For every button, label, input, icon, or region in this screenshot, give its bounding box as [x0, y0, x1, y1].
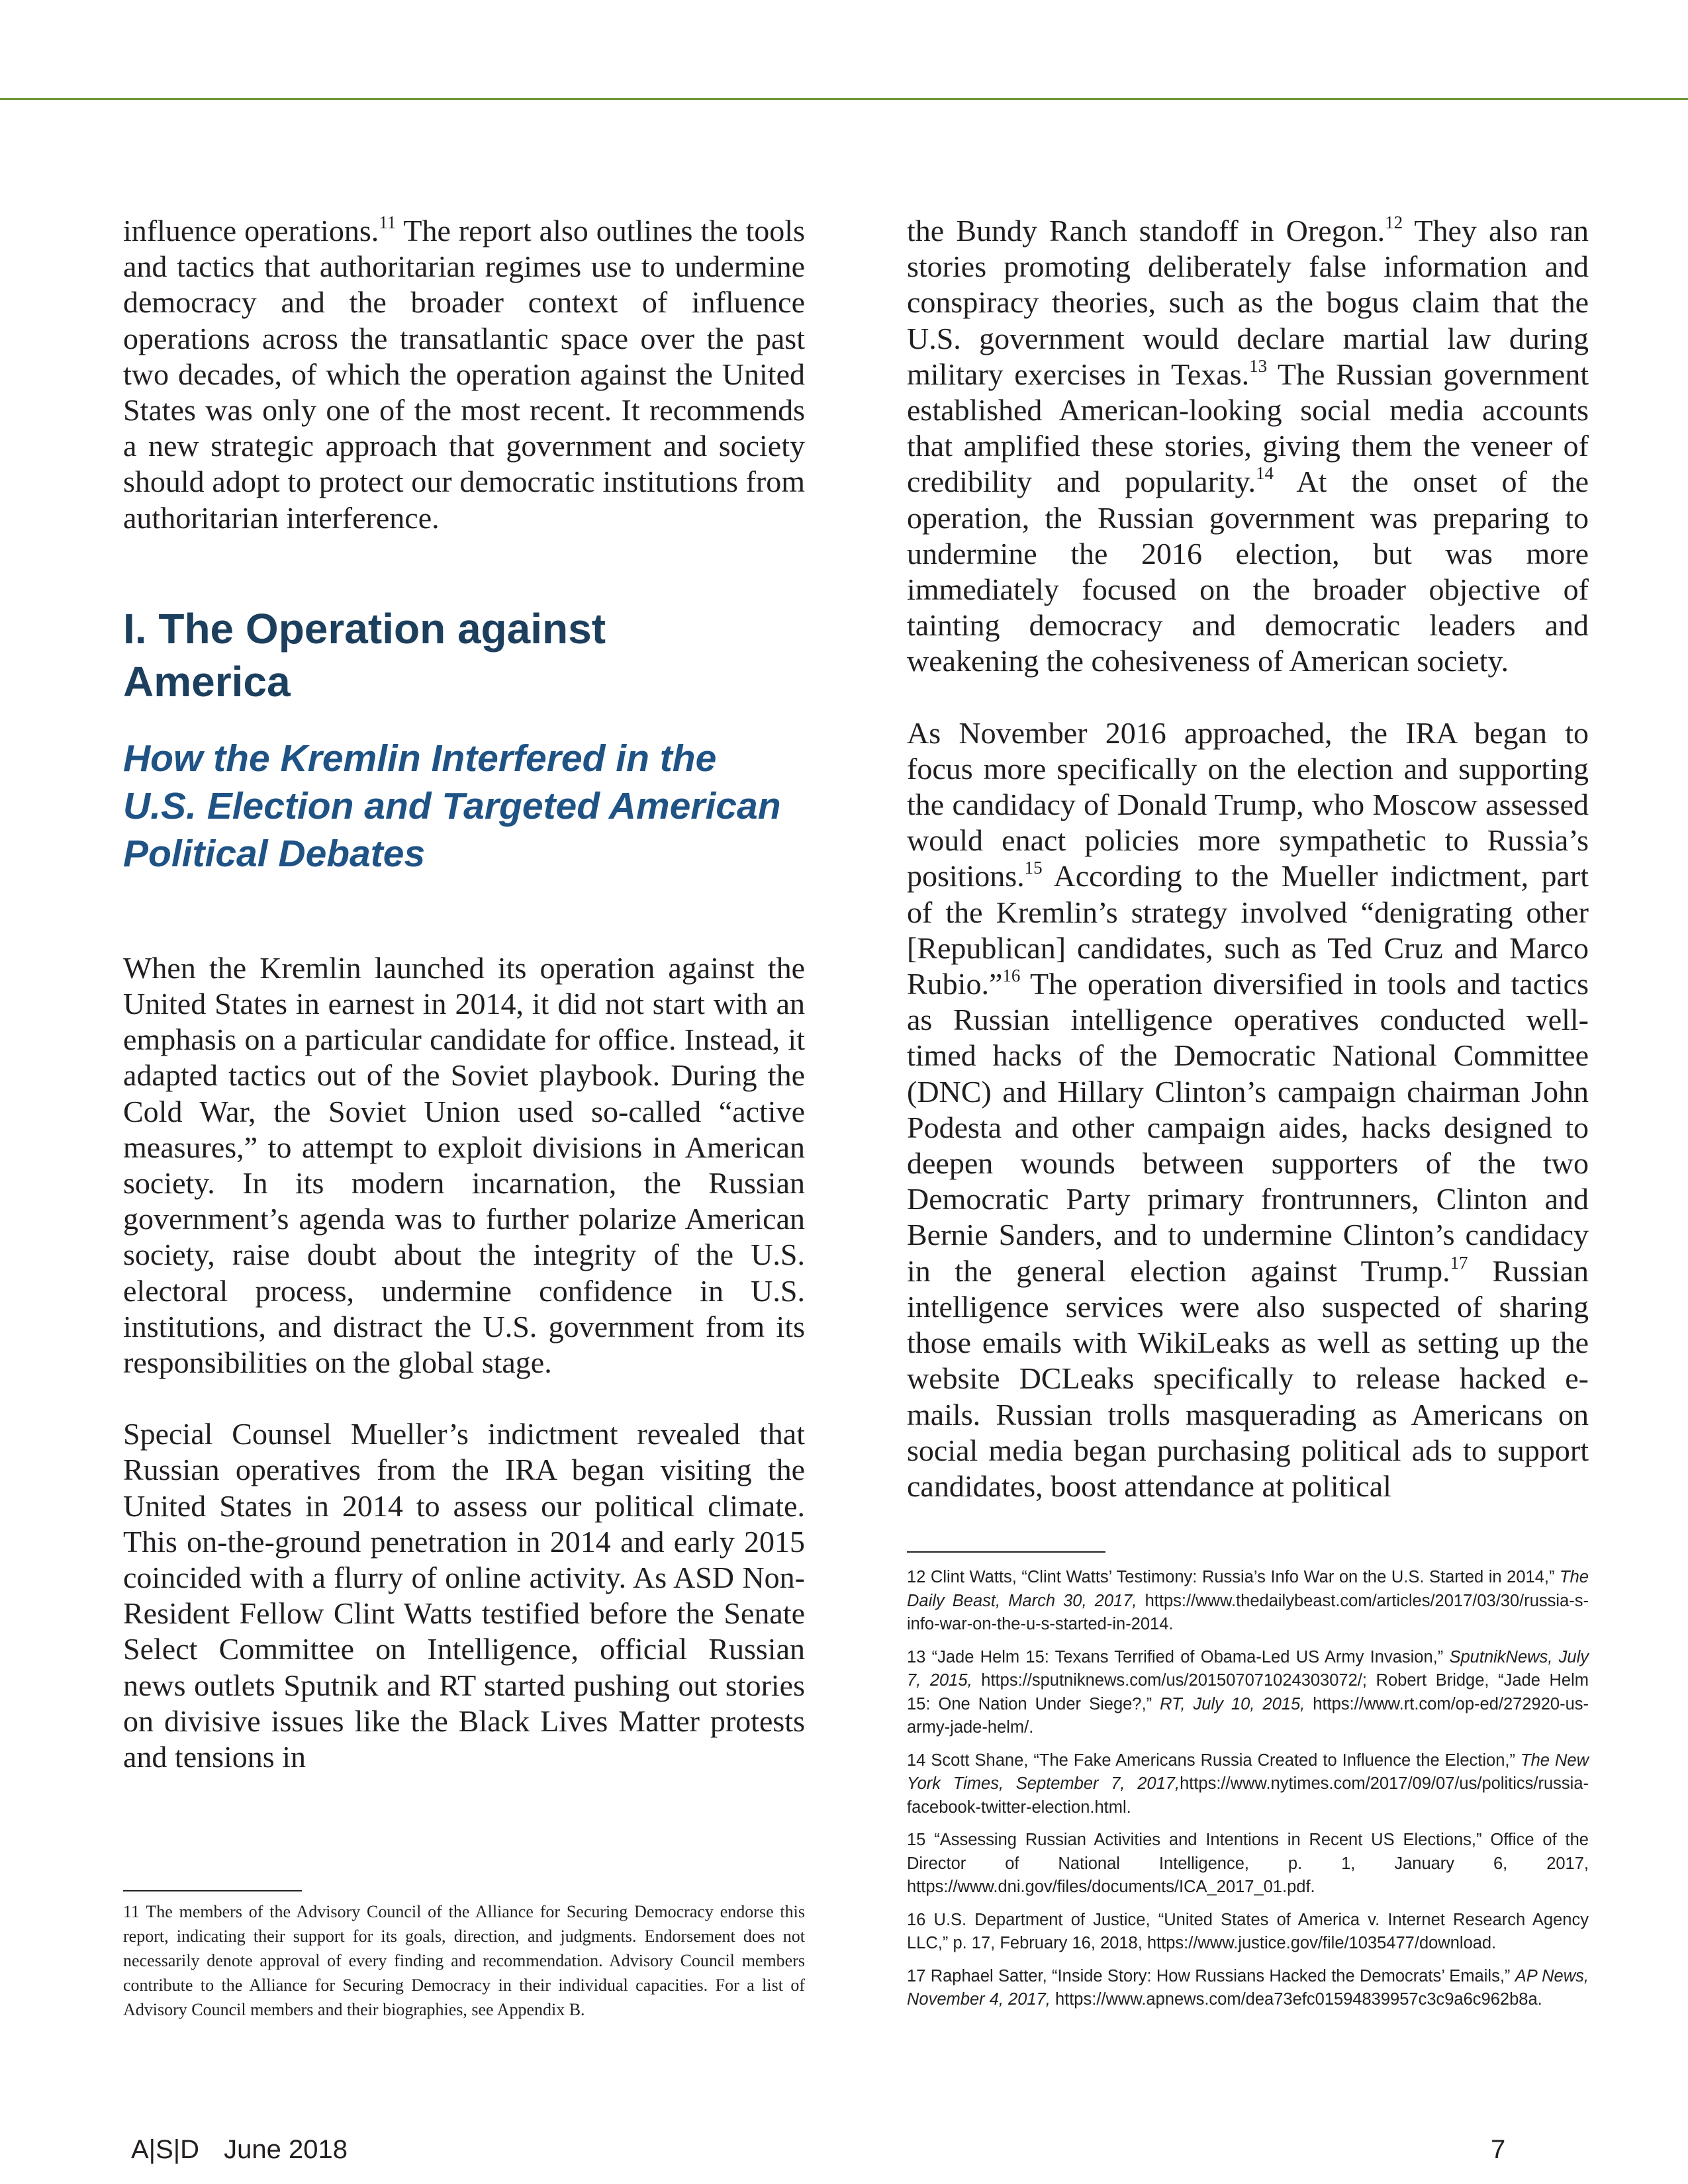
header-rule — [0, 98, 1688, 100]
footnote-link[interactable]: https://www.rt.com/op-ed/272920-us-army-jade-helm/. — [907, 1694, 1589, 1737]
footnote-ref-12[interactable]: 12 — [1385, 212, 1403, 232]
footnote-link[interactable]: https://sputniknews.com/us/201507071024303072/; Robert Bridge, “Jade Helm 15: One Nation Under Siege?,” — [907, 1671, 1589, 1713]
source-title: RT, July 10, 2015, — [1160, 1694, 1305, 1713]
footnote-ref-11[interactable]: 11 — [379, 212, 397, 232]
footnote-13 — [907, 1646, 1589, 1740]
footnote-17 — [907, 1965, 1589, 2012]
paragraph-bundy-ranch — [907, 213, 1589, 680]
text-run: According to the Mueller indictment, part of the Kremlin’s strategy involved “denigrating other [Republican] candidates, such as Ted Cruz and Marco Rubio.” — [907, 859, 1589, 1001]
footnote-14 — [907, 1749, 1589, 1820]
source-title: SputnikNews, July 7, 2015, — [907, 1647, 1589, 1690]
text-run: They also ran stories promoting deliberately false information and conspiracy theories, such as the bogus claim that the U.S. government would declare martial law during military exercises in Texas. — [907, 214, 1589, 391]
text-run: At the onset of the operation, the Russian government was preparing to undermine the 2016 election, but was more immediately focused on the broader objective of tainting democracy and democratic leaders and weakening the cohesiveness of American society. — [907, 465, 1589, 678]
text-run: Russian intelligence services were also suspected of sharing those emails with WikiLeaks as well as setting up the website DCLeaks specifically to release hacked e-mails. Russian trolls masquerading as Americans on social media began purchasing political ads to support candidates, boost attendance at political — [907, 1253, 1589, 1503]
page-footer — [131, 2135, 348, 2165]
right-footnotes — [907, 1551, 1589, 2021]
paragraph-intro-continued — [123, 213, 805, 536]
footnote-ref-15[interactable]: 15 — [1024, 858, 1043, 878]
footnote-15: 15 “Assessing Russian Activities and Intentions in Recent US Elections,” Office of the Director of National Intelligence, p. 1, January 6, 2017, https://www.dni.gov/files/documents/ICA_2017_01.pdf. — [907, 1831, 1589, 1896]
footnote-link[interactable]: https://www.apnews.com/dea73efc01594839957c3c9a6c962b8a. — [1050, 1990, 1542, 2009]
source-title: The New York Times, September 7, 2017, — [907, 1751, 1589, 1793]
footnote-ref-16[interactable]: 16 — [1002, 966, 1021, 986]
text-run: The operation diversified in tools and tactics as Russian intelligence operatives conducted well-timed hacks of the Democratic National Committee (DNC) and Hillary Clinton’s campaign chairman John Podesta and other campaign aides, hacks designed to deepen wounds between supporters of the two Democratic Party primary frontrunners, Clinton and Bernie Sanders, and to undermine Clinton’s candidacy in the general election against Trump. — [907, 967, 1589, 1288]
text-run: 17 Raphael Satter, “Inside Story: How Russians Hacked the Democrats’ Emails,” — [907, 1966, 1515, 1985]
text-run: 12 Clint Watts, “Clint Watts’ Testimony: Russia’s Info War on the U.S. Started in 2014,” — [907, 1568, 1560, 1586]
source-title: AP News, November 4, 2017, — [907, 1966, 1589, 2009]
footnote-ref-14[interactable]: 14 — [1255, 463, 1274, 484]
footnote-ref-13[interactable]: 13 — [1249, 355, 1268, 376]
section-subheading: How the Kremlin Interfered in the U.S. Election and Targeted American Political Debates — [123, 737, 781, 875]
right-column — [907, 213, 1589, 1504]
paragraph-kremlin-launch: When the Kremlin launched its operation against the United States in earnest in 2014, it did not start with an emphasis on a particular candidate for office. Instead, it adapted tactics out of the Soviet playbook. During the Cold War, the Soviet Union used so-called “active measures,” to attempt to exploit divisions in American society. In its modern incarnation, the Russian government’s agenda was to further polarize American society, raise doubt about the integrity of the U.S. electoral process, undermine confidence in U.S. institutions, and distract the U.S. government from its responsibilities on the global stage. — [123, 950, 805, 1380]
text-run: The report also outlines the tools and tactics that authoritarian regimes use to undermine democracy and the broader context of influence operations across the transatlantic space over the past two decades, of which the operation against the United States was only one of the most recent. It recommends a new strategic approach that government and society should adopt to protect our democratic institutions from authoritarian interference. — [123, 214, 805, 535]
footer-date: June 2018 — [224, 2135, 348, 2164]
footnote-rule — [907, 1551, 1105, 1553]
paragraph-november-2016 — [907, 715, 1589, 1504]
paragraph-mueller-indictment: Special Counsel Mueller’s indictment revealed that Russian operatives from the IRA began visiting the United States in 2014 to assess our political climate. This on-the-ground penetration in 2014 and early 2015 coincided with a flurry of online activity. As ASD Non-Resident Fellow Clint Watts testified before the Senate Select Committee on Intelligence, official Russian news outlets Sputnik and RT started pushing out stories on divisive issues like the Black Lives Matter protests and tensions in — [123, 1417, 805, 1774]
left-footnotes — [123, 1890, 805, 2022]
footnote-ref-17[interactable]: 17 — [1450, 1252, 1468, 1273]
page-number: 7 — [1491, 2135, 1506, 2164]
footnote-16: 16 U.S. Department of Justice, “United States of America v. Internet Research Agency LLC,” p. 17, February 16, 2018, https://www.justice.gov/file/1035477/download. — [907, 1910, 1589, 1952]
text-run: 13 “Jade Helm 15: Texans Terrified of Obama-Led US Army Invasion,” — [907, 1647, 1450, 1666]
footnote-11: 11 The members of the Advisory Council of the Alliance for Securing Democracy endorse this report, indicating their support for its goals, direction, and judgments. Endorsement does not necessarily denote approval of every finding and recommendation. Advisory Council members contribute to the Alliance for Securing Democracy in their individual capacities. For a list of Advisory Council members and their biographies, see Appendix B. — [123, 1902, 805, 2019]
text-run: 14 Scott Shane, “The Fake Americans Russia Created to Influence the Election,” — [907, 1751, 1521, 1770]
text-run: As November 2016 approached, the IRA began to focus more specifically on the election and supporting the candidacy of Donald Trump, who Moscow assessed would enact policies more sympathetic to Russia’s positions. — [907, 715, 1589, 893]
section-heading: I. The Operation against America — [123, 604, 606, 705]
text-run: influence operations. — [123, 214, 379, 248]
left-column — [123, 213, 805, 1775]
footnote-link[interactable]: https://www.nytimes.com/2017/09/07/us/politics/russia-facebook-twitter-election.html. — [907, 1774, 1589, 1817]
footnote-12 — [907, 1566, 1589, 1637]
footnote-link[interactable]: https://www.thedailybeast.com/articles/2017/03/30/russia-s-info-war-on-the-u-s-started-in-2014. — [907, 1591, 1589, 1633]
org-logo-text: A|S|D — [131, 2135, 200, 2164]
text-run: The Russian government established American-looking social media accounts that amplified these stories, giving them the veneer of credibility and popularity. — [907, 357, 1589, 499]
source-title: The Daily Beast, March 30, 2017, — [907, 1568, 1589, 1610]
text-run: the Bundy Ranch standoff in Oregon. — [907, 214, 1385, 248]
footnote-rule — [123, 1890, 302, 1891]
